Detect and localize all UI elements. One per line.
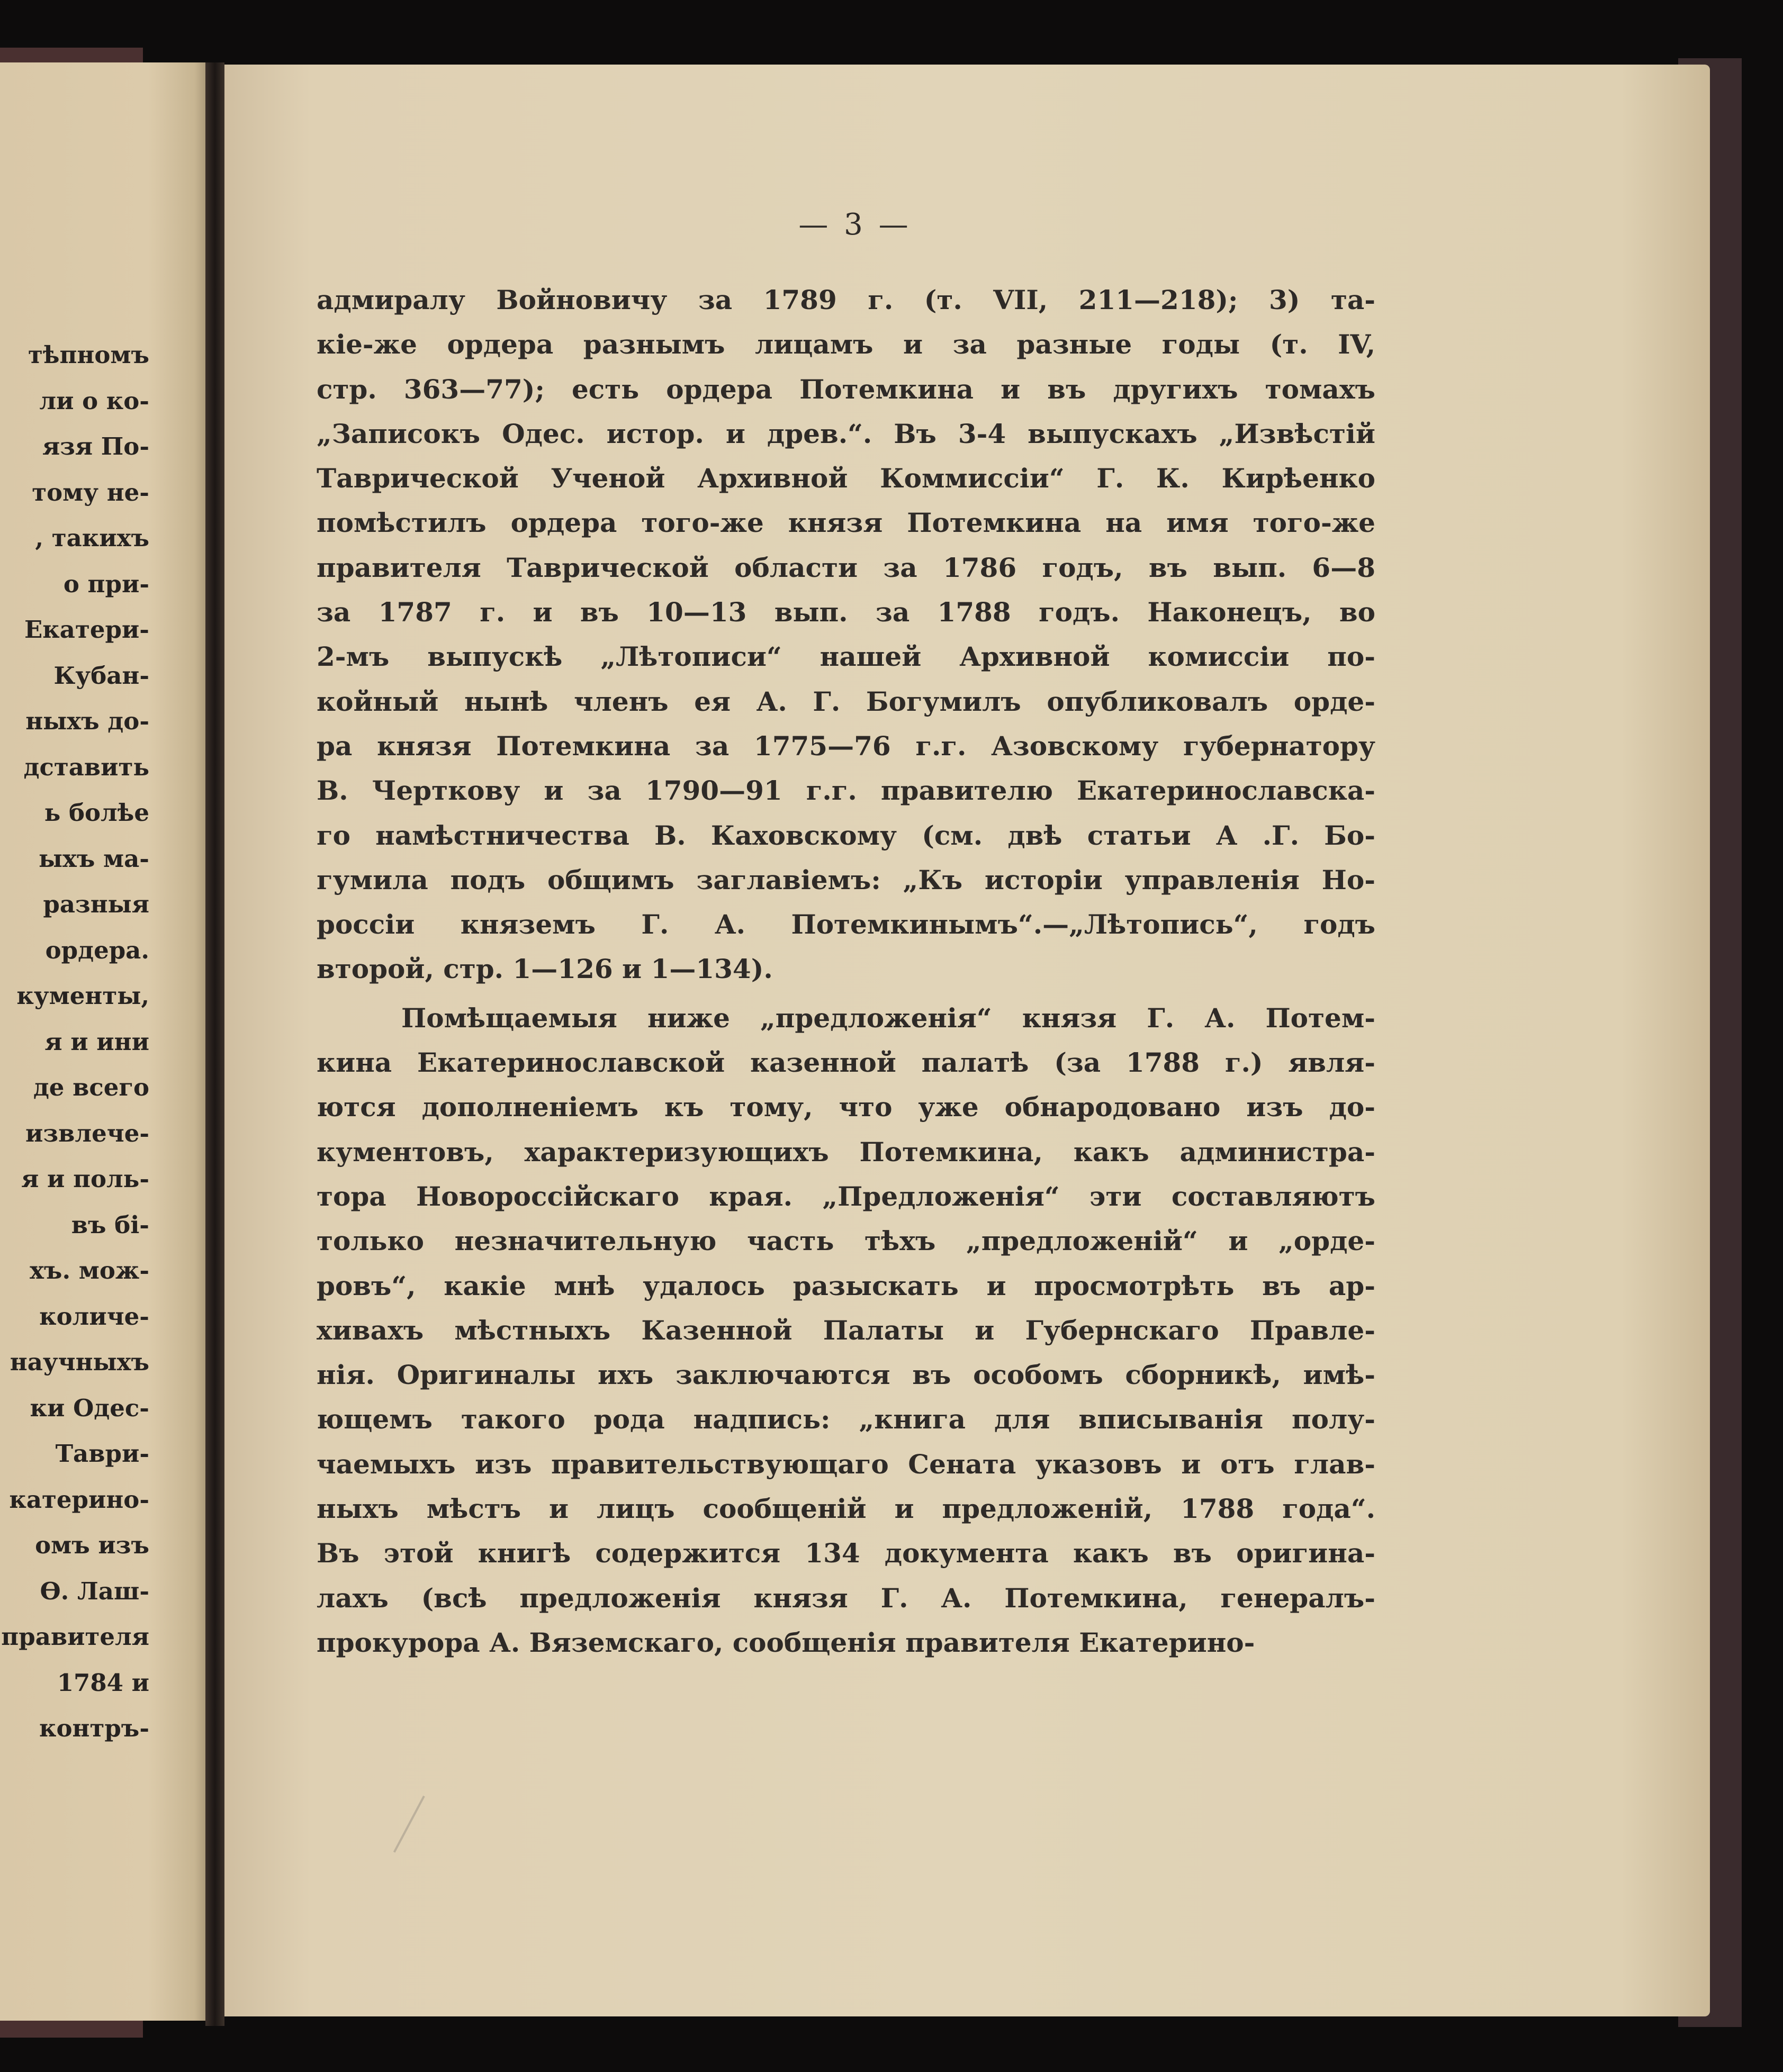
text-line: чаемыхъ изъ правительствующаго Сената указовъ и отъ глав-	[317, 1448, 1375, 1480]
left-page-line: Кубан-	[53, 661, 149, 690]
text-line: прокурора А. Вяземскаго, сообщенія правителя Екатерино-	[317, 1626, 1255, 1658]
left-page-line: кументы,	[16, 982, 149, 1010]
left-page-line: ь болѣе	[44, 799, 149, 827]
left-page-line: ки Одес-	[30, 1394, 149, 1422]
text-line: правителя Таврической области за 1786 годъ, въ вып. 6—8	[317, 551, 1375, 583]
text-line: кина Екатеринославской казенной палатѣ (за 1788 г.) явля-	[317, 1047, 1375, 1079]
text-line: Таврической Ученой Архивной Коммиссіи“ Г. К. Кирѣенко	[317, 463, 1375, 494]
left-page-line: я и ини	[44, 1027, 149, 1056]
page-number: — 3 —	[798, 207, 912, 242]
text-line: койный нынѣ членъ ея А. Г. Богумилъ опубликовалъ орде-	[317, 685, 1375, 717]
paragraph-1	[317, 278, 1375, 992]
left-page-line: , такихъ	[35, 524, 149, 552]
left-page-line: извлече-	[25, 1119, 149, 1147]
left-page-line: ныхъ до-	[25, 707, 149, 735]
text-line: Въ этой книгѣ содержится 134 документа какъ въ оригина-	[317, 1537, 1375, 1569]
text-line: го намѣстничества В. Каховскому (см. двѣ статьи А .Г. Бо-	[317, 819, 1375, 851]
text-line: ющемъ такого рода надпись: „книга для вписыванія полу-	[317, 1404, 1375, 1435]
text-line: В. Черткову и за 1790—91 г.г. правителю Екатеринославска-	[317, 775, 1375, 807]
left-page-line: въ бі-	[71, 1210, 149, 1239]
left-page-line: язя По-	[42, 432, 149, 460]
left-page-text	[0, 332, 149, 1752]
paragraph-2	[317, 996, 1375, 1665]
left-page	[0, 62, 212, 2021]
left-page-line: Ѳ. Лаш-	[40, 1577, 149, 1605]
left-page-line: Таври-	[55, 1440, 149, 1468]
left-page-line: разныя	[43, 890, 149, 918]
text-line: адмиралу Войновичу за 1789 г. (т. VII, 211—218); 3) та-	[317, 284, 1375, 315]
text-line: второй, стр. 1—126 и 1—134).	[317, 953, 773, 985]
text-line: лахъ (всѣ предложенія князя Г. А. Потемкина, генералъ-	[317, 1582, 1375, 1614]
left-page-line: контръ-	[39, 1714, 149, 1742]
text-line: ровъ“, какіе мнѣ удалось разыскать и просмотрѣть въ ар-	[317, 1270, 1375, 1301]
text-line: ются дополненіемъ къ тому, что уже обнародовано изъ до-	[317, 1091, 1375, 1123]
left-page-line: тому не-	[32, 478, 149, 506]
text-line: нія. Оригиналы ихъ заключаются въ особомъ сборникѣ, имѣ-	[317, 1359, 1375, 1391]
text-line: 2-мъ выпускѣ „Лѣтописи“ нашей Архивной комиссіи по-	[317, 641, 1375, 673]
left-page-line: Екатери-	[24, 616, 149, 644]
page-body-text	[317, 278, 1375, 1669]
left-page-line: научныхъ	[10, 1348, 149, 1376]
text-line: ныхъ мѣстъ и лицъ сообщеній и предложеній, 1788 года“.	[317, 1493, 1375, 1525]
left-page-line: тѣпномъ	[28, 341, 149, 369]
text-line: Помѣщаемыя ниже „предложенія“ князя Г. А. Потем-	[401, 1002, 1375, 1034]
text-line: только незначительную часть тѣхъ „предложеній“ и „орде-	[317, 1225, 1375, 1257]
left-page-line: я и поль-	[21, 1165, 149, 1193]
text-line: тора Новороссійскаго края. „Предложенія“ эти составляютъ	[317, 1180, 1375, 1212]
left-page-line: 1784 и	[57, 1668, 149, 1697]
text-line: кіе-же ордера разнымъ лицамъ и за разные годы (т. IV,	[317, 329, 1375, 360]
book-gutter	[205, 62, 224, 2026]
left-page-line: количе-	[39, 1302, 149, 1331]
text-line: „Записокъ Одес. истор. и древ.“. Въ 3-4 выпускахъ „Извѣстій	[317, 418, 1375, 449]
text-line: кументовъ, характеризующихъ Потемкина, какъ администра-	[317, 1136, 1375, 1168]
left-page-line: дставить	[23, 753, 149, 781]
left-page-line: ли о ко-	[39, 386, 149, 415]
text-line: помѣстилъ ордера того-же князя Потемкина на имя того-же	[317, 507, 1375, 539]
left-page-line: де всего	[33, 1073, 149, 1101]
left-page-line: катерино-	[9, 1485, 149, 1514]
text-line: стр. 363—77); есть ордера Потемкина и въ другихъ томахъ	[317, 373, 1375, 405]
text-line: хивахъ мѣстныхъ Казенной Палаты и Губернскаго Правле-	[317, 1314, 1375, 1346]
left-page-line: о при-	[63, 569, 149, 598]
text-line: россіи княземъ Г. А. Потемкинымъ“.—„Лѣтопись“, годъ	[317, 909, 1375, 940]
left-page-line: омъ изъ	[35, 1531, 149, 1559]
text-line: за 1787 г. и въ 10—13 вып. за 1788 годъ. Наконецъ, во	[317, 596, 1375, 628]
text-line: гумила подъ общимъ заглавіемъ: „Къ исторіи управленія Но-	[317, 864, 1375, 895]
text-line: ра князя Потемкина за 1775—76 г.г. Азовскому губернатору	[317, 730, 1375, 762]
left-page-line: ыхъ ма-	[38, 844, 149, 873]
left-page-line: ордера.	[45, 936, 149, 964]
left-page-line: хъ. мож-	[30, 1256, 149, 1284]
left-page-line: правителя	[1, 1623, 149, 1651]
